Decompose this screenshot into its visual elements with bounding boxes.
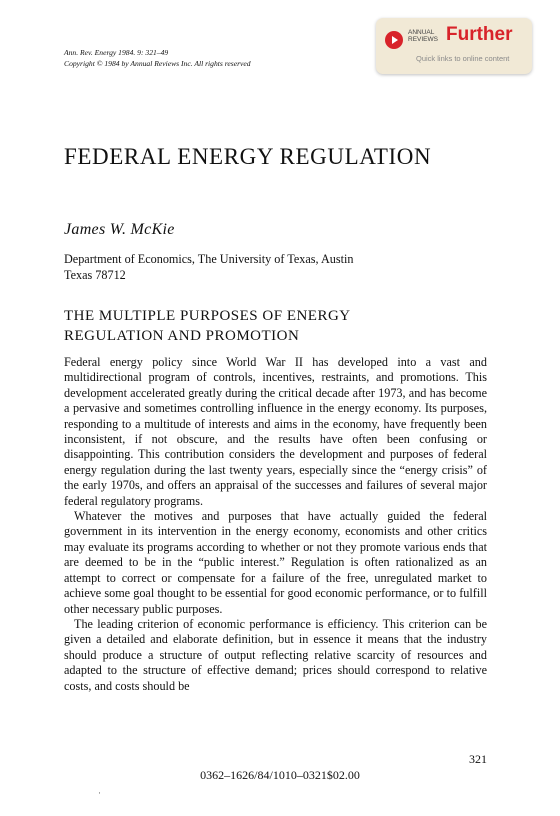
paragraph-3: The leading criterion of economic performance is efficiency. This criterion can be given a detailed and elaborate definition, but in essence it means that the industry should produce a structure of output reflecting relative scarcity of resources and adapted to the structure of effective demand; prices should correspond to relative costs, and costs should be	[64, 616, 487, 693]
footer-code: 0362–1626/84/1010–0321$02.00	[200, 768, 360, 782]
citation-line-2: Copyright © 1984 by Annual Reviews Inc. All rights reserved	[64, 59, 251, 68]
affiliation-line-2: Texas 78712	[64, 268, 126, 282]
stray-mark: ·	[98, 788, 101, 798]
section-heading	[64, 306, 351, 346]
journal-citation	[64, 47, 251, 69]
paragraph-2: Whatever the motives and purposes that have actually guided the federal government in its intervention in the energy economy, economists and other critics may evaluate its programs according to whether or not they promote various ends that are deemed to be in the “public interest.” Regulation is often rationalized as an attempt to correct or compensate for a failure of the free, unregulated market to achieve some goal thought to be essential for good economic performance, or to fulfill other necessary public purposes.	[64, 509, 487, 616]
page-number: 321	[469, 752, 487, 766]
section-heading-line-2: REGULATION AND PROMOTION	[64, 328, 300, 344]
annual-reviews-logo-icon	[385, 31, 403, 49]
author-affiliation	[64, 251, 353, 283]
section-heading-line-1: THE MULTIPLE PURPOSES OF ENERGY	[64, 308, 351, 324]
annual-reviews-further-banner[interactable]	[376, 18, 532, 74]
brand-further[interactable]: Further	[446, 24, 513, 45]
brand-annual: ANNUAL	[408, 29, 435, 36]
author-name: James W. McKie	[64, 221, 175, 238]
article-body	[64, 355, 487, 694]
paragraph-1: Federal energy policy since World War II has developed into a vast and multidirectional program of controls, incentives, restraints, and promotions. This development accelerated greatly during the critical decade after 1973, and has become a pervasive and sometimes controlling influence in the energy economy. Its purposes, responding to a multitude of interests and aims in the economy, have frequently been inconsistent, if not obscure, and the results have often been confusing or disappointing. This contribution considers the development and purposes of federal energy regulation during the last twenty years, especially since the “energy crisis” of the early 1970s, and offers an appraisal of the successes and failures of several major federal regulatory programs.	[64, 355, 487, 508]
citation-line-1: Ann. Rev. Energy 1984. 9: 321–49	[64, 48, 169, 57]
banner-tagline[interactable]: Quick links to online content	[416, 54, 510, 63]
affiliation-line-1: Department of Economics, The University of Texas, Austin	[64, 252, 354, 266]
brand-reviews: REVIEWS	[408, 36, 438, 43]
article-title: FEDERAL ENERGY REGULATION	[64, 144, 432, 169]
